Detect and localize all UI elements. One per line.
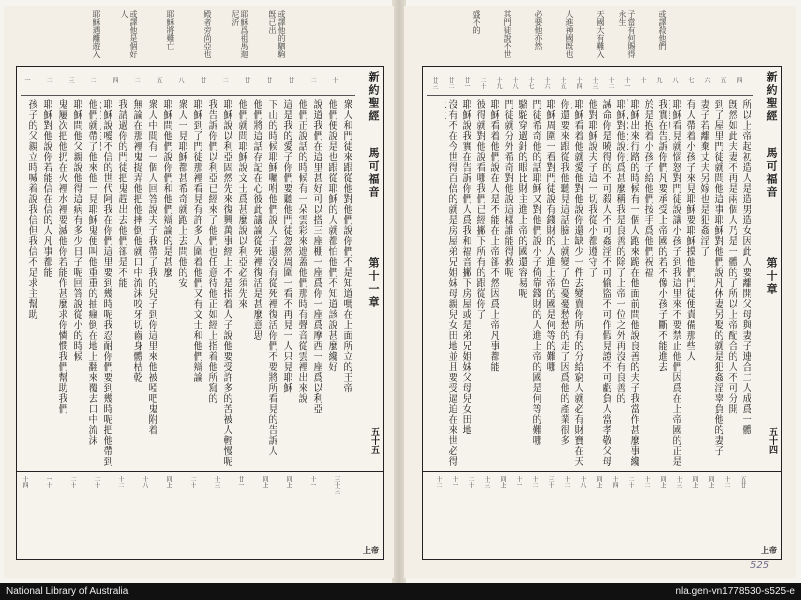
left-page-number: 五十五	[369, 427, 379, 454]
cross-reference: 十四	[21, 476, 28, 488]
cross-reference: 同上	[499, 476, 506, 488]
text-column: 耶穌到了門徒那裡看見有許多人圍着他們又有文士和他們辯論	[191, 99, 202, 383]
right-book-title: 新約聖經	[765, 71, 778, 123]
left-verse-number-row	[21, 75, 355, 96]
verse-number: 十七	[527, 77, 534, 89]
cross-reference: 十三	[213, 476, 220, 488]
margin-note: 殿者旁尚亞也	[203, 10, 212, 58]
verse-number: 五	[719, 77, 726, 83]
text-column: 耶穌對他說你若能信在信的人凡事都能	[41, 99, 52, 278]
cross-reference: 同上	[691, 476, 698, 488]
text-column: 彼得就對他說看哪我們已經撇下所有的跟從你了	[474, 99, 485, 320]
text-column: 門徒就分外希奇對他說這樣誰能得救呢	[502, 99, 513, 278]
cross-reference: 十八	[579, 476, 586, 488]
left-chapter: 第十一章	[367, 257, 380, 309]
text-column: 鬼屢次把他扔在火裡水裡要滅他你若能作甚麼求你憐憫我們幫助我們	[56, 99, 67, 414]
cross-reference: 十一	[515, 476, 522, 488]
left-edition-mark: 上帝	[363, 545, 379, 555]
cross-reference: 一十	[45, 476, 52, 488]
verse-number: 廿	[265, 77, 272, 83]
text-column: 我告訴你們以利亞已經來了他們也任意待他正如經上指着他所寫的	[206, 99, 217, 404]
margin-note: 或譯殺他們	[658, 10, 667, 50]
verse-number: 十六	[543, 77, 550, 89]
text-column: 衆人中間有一個人回答說夫子我帶了我的兒子到你這里來他被啞吧鬼附着	[146, 99, 157, 435]
verse-number: 廿三	[431, 77, 438, 89]
verse-number: 五	[155, 77, 162, 83]
right-verse-number-row	[427, 75, 753, 96]
text-column: 他對耶穌說夫子這一切我從小都遵守了	[586, 99, 597, 278]
text-column: 你還要來跟從我他聽見這話臉上就變了色憂憂愁愁的走了因爲他的產業很多	[558, 99, 569, 446]
right-text-frame	[422, 66, 782, 560]
verse-number: 二	[133, 77, 140, 83]
cross-reference: 十二	[531, 476, 538, 488]
text-column: 誡命你是曉得的不可殺人不可姦淫不可偷盜不可作假見證不可虧負人當孝敬父母	[600, 99, 611, 467]
verse-number: 二	[309, 77, 316, 83]
cross-reference: 十二	[563, 476, 570, 488]
right-book-name: 馬可福音	[765, 147, 778, 199]
text-column: 到了屋里門徒就問他這事耶穌對他們說凡休妻另娶的就是犯姦淫辜負他的妻子	[712, 99, 723, 456]
cross-reference: 十一	[451, 476, 458, 488]
margin-note: 天國大有難入	[596, 10, 605, 58]
text-column: 我實在告訴你們凡要承受上帝國的若不像小孩子斷不能進去	[656, 99, 667, 372]
text-column: 耶穌對他說你爲甚麼稱我是良善的除了上帝一位之外再沒有良善的	[614, 99, 625, 404]
verse-number: 六	[703, 77, 710, 83]
right-page	[404, 6, 796, 578]
text-column: 他們正說話的時候有一朵雲彩來遮蓋他們那時有聲音從雲裡出來說	[296, 99, 307, 404]
verse-number: 一	[23, 77, 30, 83]
text-column: 無論在那裡鬼捉弄他把他摔倒他就口中流沫咬牙切齒身體枯乾	[131, 99, 142, 383]
left-body-text	[23, 99, 355, 467]
text-column: 下山的時候耶穌囑咐他們說人子還沒有從死裡復活你們不要將所看見的告訴人	[266, 99, 277, 456]
text-column: 門徒希奇他的話耶穌又對他們說小子倚靠錢財的人進上帝的國是何等的難哪	[530, 99, 541, 446]
verse-number: 二	[89, 77, 96, 83]
verse-number: 三	[67, 77, 74, 83]
margin-note: 人進神國旣也	[565, 10, 574, 58]
left-page	[4, 6, 394, 578]
cross-reference: 十八	[141, 476, 148, 488]
verse-number: 二十	[479, 77, 486, 89]
margin-note: 或譯他是個好人	[120, 10, 138, 58]
cross-reference: 十二	[723, 476, 730, 488]
margin-note: 或譯他的駟駒旣已出	[268, 10, 286, 58]
text-column: 說道我們在這里甚好可以搭三座棚一座爲你一座爲摩西一座爲以利亞	[311, 99, 322, 414]
text-column: 耶穌看着他們說在人是不能在上帝卻不然因爲上帝凡事都能	[488, 99, 499, 372]
verse-number: 九	[655, 77, 662, 83]
verse-number: 四	[111, 77, 118, 83]
verse-number: 十八	[511, 77, 518, 89]
cross-reference: 十二	[643, 476, 650, 488]
left-reference-band	[17, 471, 383, 550]
text-column: 耶穌說我實在告訴你們人爲我和福音撇下房屋或是弟兄姐妹父母兒女田地	[460, 99, 471, 435]
verse-number: 十	[639, 77, 646, 83]
cross-reference: 二十	[189, 476, 196, 488]
verse-number: 廿	[199, 77, 206, 83]
text-column: 我請過你的門徒把鬼趕出去他們卻是不能	[116, 99, 127, 288]
verse-number: 十一	[623, 77, 630, 89]
right-chapter: 第十章	[765, 257, 778, 296]
left-book-name: 馬可福音	[367, 147, 380, 199]
verse-number: 十三	[591, 77, 598, 89]
margin-note: 耶穌將雞亡	[166, 10, 175, 50]
text-column: 衆人一見耶穌都甚希奇就跑上去問他的安	[176, 99, 187, 288]
margin-note: 其門徒說不世	[503, 10, 512, 58]
text-column: 他們就帶了他來他一見耶穌鬼便叫他重重的抽瘋倒在地上翻來覆去口中流沫	[86, 99, 97, 446]
verse-number: 七	[687, 77, 694, 83]
cross-reference: 二十	[93, 476, 100, 488]
margin-note: 盛不的	[472, 10, 481, 34]
text-column: 衆人和門徒來跟從他對他們說你們不是知道嗎在上面所立的王帝	[341, 99, 352, 393]
verse-number: 十五	[559, 77, 566, 89]
cross-reference: 同上	[707, 476, 714, 488]
cross-reference: 二十	[627, 476, 634, 488]
cross-reference: 三十三	[333, 476, 340, 494]
text-column: 沒有不在今世得百倍的就是房屋弟兄姐妹母親兒女田地並且要受逼迫在來世必得	[446, 99, 457, 467]
text-column: 孩子的父親立時喊着說我信但我信不足求主幫助	[26, 99, 37, 320]
footer-bar	[0, 583, 801, 600]
left-text-frame	[16, 66, 384, 560]
verse-number: 二	[221, 77, 228, 83]
text-column: 於是抱着小孩子給他們按手爲他們祝福	[642, 99, 653, 278]
cross-reference: 十二	[117, 476, 124, 488]
text-column: 耶穌周圍一看對門徒說有錢財的人進上帝的國是何等的難哪	[544, 99, 555, 372]
text-column: 耶穌看着他就愛他對他說你還缺少一件去變賣你所有的分給窮人就必有財寶在天	[572, 99, 583, 467]
text-column: 這是我的愛子你們要聽他門徒忽然周圍一看不再見一人只見耶穌	[281, 99, 292, 393]
margin-note: 耶穌遇離遊入	[92, 10, 101, 58]
text-column: 他們將這話存記在心彼此議論從死裡復活是甚麼意思	[251, 99, 262, 341]
right-reference-band	[423, 471, 781, 550]
verse-number: 八	[177, 77, 184, 83]
cross-reference: 十四	[611, 476, 618, 488]
text-column: 耶穌出來行路的時候有一個人跑來跪在他面前問他說良善的夫子我當作甚麼事纔	[628, 99, 639, 467]
cross-reference: 十三	[483, 476, 490, 488]
verse-number: 十	[331, 77, 338, 83]
right-top-notes	[466, 10, 686, 62]
cross-reference: 二十	[467, 476, 474, 488]
verse-number: 二	[45, 77, 52, 83]
text-column: 耶穌說以利亞固然先來復興萬事經上不是指着人子說他要受許多的苦被人輕慢呢	[221, 99, 232, 467]
right-edition-mark: 上帝	[761, 545, 777, 555]
margin-note: 耶穌爲祖馬迦尼沂	[231, 10, 249, 58]
cross-reference: 同上	[261, 476, 268, 488]
verse-number: 十二	[607, 77, 614, 89]
left-top-notes	[86, 10, 311, 62]
verse-number: 八	[671, 77, 678, 83]
right-page-number: 五十四	[767, 427, 777, 454]
cross-reference: 同上	[659, 476, 666, 488]
verse-number: 廿一	[463, 77, 470, 89]
verse-number: 十四	[575, 77, 582, 89]
footer-identifier: nla.gen-vn1778530-s525-e	[675, 586, 795, 597]
text-column: 駱駝穿過針的眼比財主進上帝的國還容易呢	[516, 99, 527, 299]
cross-reference: 十一	[309, 476, 316, 488]
text-column: 他們便說是也跟從耶穌的人就都怕他們不知道該說甚麼纔好	[326, 99, 337, 372]
cross-reference: 二十	[69, 476, 76, 488]
left-book-title: 新約聖經	[367, 71, 380, 123]
handwritten-page-number: 525	[750, 560, 770, 571]
cross-reference: 同上	[595, 476, 602, 488]
cross-reference: 五廿	[739, 476, 746, 488]
verse-number: 廿	[287, 77, 294, 83]
cross-reference: 廿一	[237, 476, 244, 488]
verse-number: 廿二	[447, 77, 454, 89]
cross-reference: 同上	[285, 476, 292, 488]
text-column: 耶穌問他父親說他得這病有多少日子呢回答說從小的時候	[71, 99, 82, 362]
verse-number: 廿	[243, 77, 250, 83]
footer-source: National Library of Australia	[6, 586, 129, 597]
cross-reference: 十三	[675, 476, 682, 488]
cross-reference: 三十	[547, 476, 554, 488]
cross-reference: 同上	[165, 476, 172, 488]
text-column: 有人帶着小孩子來見耶穌要耶穌摸他們門徒便責備那些人	[684, 99, 695, 362]
verse-number: 四	[735, 77, 742, 83]
text-column: 旣然如此夫妻不再是兩個人乃是一體的了所以上帝配合的人不可分開	[726, 99, 737, 414]
text-column: 妻子若離棄丈夫另嫁也是犯姦淫了	[698, 99, 709, 257]
margin-note: 必要他亦然	[534, 10, 543, 50]
right-body-text	[429, 99, 753, 467]
text-column: 所以上帝起初造人是造男造女因此人要離開父母與妻子連合二人成爲一體	[740, 99, 751, 435]
text-column: 他們就問耶穌說文士爲甚麼說以利亞必須先來	[236, 99, 247, 309]
verse-number: 十九	[495, 77, 502, 89]
text-column: 耶穌問他們說你們和他們辯論的是甚麼	[161, 99, 172, 278]
cross-reference: 十二	[435, 476, 442, 488]
text-column: 耶穌看見就惱怒對門徒說讓小孩子到我這里來不要禁止他們因爲在上帝國的正是	[670, 99, 681, 467]
margin-note: 子當有何賜得永生	[618, 10, 636, 58]
text-column: 耶穌說噯不信的世代阿我在你們這里要到幾時呢我忍耐你們要到幾時呢把他帶到	[101, 99, 112, 467]
